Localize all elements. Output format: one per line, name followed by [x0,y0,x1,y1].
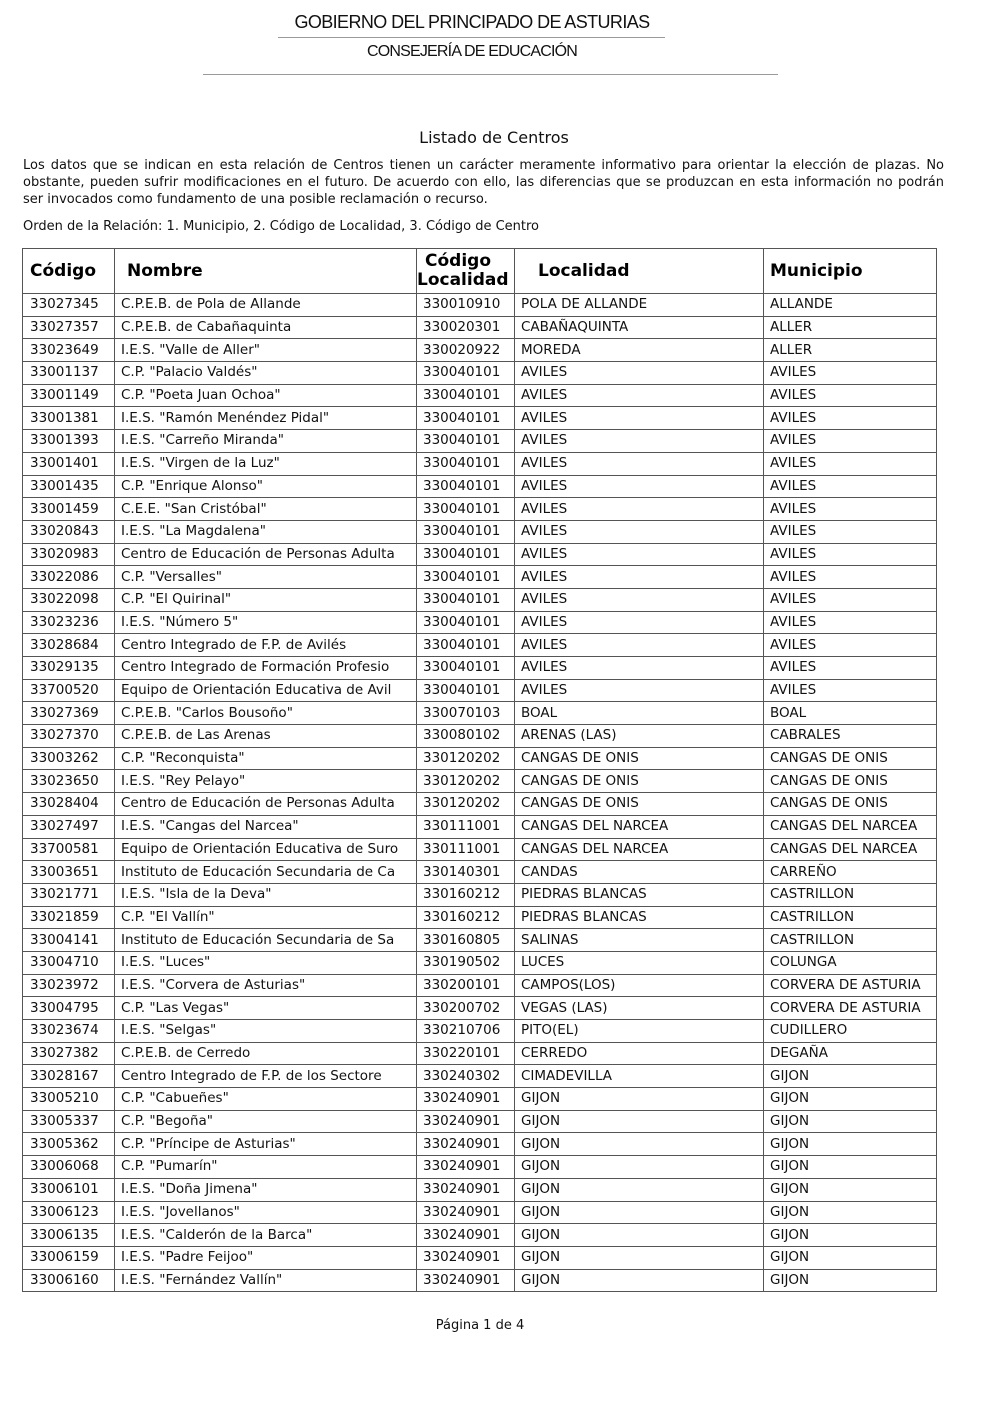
cell-nombre: C.P. "El Quirinal" [115,588,417,611]
cell-codigo-localidad: 330240901 [417,1201,515,1224]
cell-codigo: 33005210 [23,1088,115,1111]
cell-codigo: 33006123 [23,1201,115,1224]
table-row [23,475,937,498]
cell-localidad: CANGAS DE ONIS [515,793,764,816]
cell-codigo-localidad: 330010910 [417,294,515,317]
cell-codigo-localidad: 330040101 [417,543,515,566]
cell-localidad: CIMADEVILLA [515,1065,764,1088]
cell-localidad: AVILES [515,384,764,407]
cell-codigo-localidad: 330240302 [417,1065,515,1088]
cell-localidad: AVILES [515,475,764,498]
cell-municipio: AVILES [764,430,937,453]
cell-codigo-localidad: 330120202 [417,770,515,793]
cell-municipio: AVILES [764,679,937,702]
cell-localidad: CANDAS [515,861,764,884]
header-divider-top [278,37,665,38]
cell-localidad: AVILES [515,520,764,543]
table-row [23,1020,937,1043]
cell-nombre: I.E.S. "Rey Pelayo" [115,770,417,793]
cell-codigo: 33001137 [23,362,115,385]
cell-codigo-localidad: 330040101 [417,430,515,453]
table-row [23,974,937,997]
cell-municipio: GIJON [764,1156,937,1179]
cell-codigo: 33001393 [23,430,115,453]
table-row [23,702,937,725]
cell-codigo-localidad: 330111001 [417,815,515,838]
table-row [23,1088,937,1111]
cell-codigo: 33003262 [23,747,115,770]
table-row [23,520,937,543]
table-row [23,725,937,748]
column-header-localidad-label: Localidad [538,261,630,281]
cell-municipio: AVILES [764,611,937,634]
cell-localidad: AVILES [515,430,764,453]
cell-nombre: I.E.S. "Jovellanos" [115,1201,417,1224]
table-row [23,1065,937,1088]
cell-nombre: I.E.S. "Doña Jimena" [115,1178,417,1201]
cell-municipio: AVILES [764,588,937,611]
cell-codigo-localidad: 330040101 [417,498,515,521]
cell-nombre: I.E.S. "Fernández Vallín" [115,1269,417,1292]
cell-codigo-localidad: 330240901 [417,1133,515,1156]
cell-localidad: CANGAS DE ONIS [515,770,764,793]
cell-municipio: CASTRILLON [764,906,937,929]
cell-municipio: AVILES [764,566,937,589]
cell-localidad: BOAL [515,702,764,725]
cell-codigo: 33022098 [23,588,115,611]
cell-localidad: GIJON [515,1201,764,1224]
cell-nombre: Equipo de Orientación Educativa de Avil [115,679,417,702]
cell-nombre: I.E.S. "Valle de Aller" [115,339,417,362]
table-row [23,838,937,861]
cell-codigo-localidad: 330040101 [417,566,515,589]
cell-municipio: AVILES [764,362,937,385]
cell-codigo: 33027369 [23,702,115,725]
cell-nombre: C.P. "Enrique Alonso" [115,475,417,498]
cell-nombre: I.E.S. "Isla de la Deva" [115,883,417,906]
table-row [23,1224,937,1247]
cell-nombre: C.E.E. "San Cristóbal" [115,498,417,521]
cell-localidad: AVILES [515,452,764,475]
cell-codigo-localidad: 330020301 [417,316,515,339]
cell-municipio: GIJON [764,1088,937,1111]
page-number: Página 1 de 4 [435,1318,525,1333]
cell-nombre: I.E.S. "Corvera de Asturias" [115,974,417,997]
cell-municipio: GIJON [764,1178,937,1201]
cell-codigo: 33001435 [23,475,115,498]
table-row [23,1178,937,1201]
cell-localidad: AVILES [515,679,764,702]
cell-nombre: C.P. "Las Vegas" [115,997,417,1020]
cell-nombre: Centro de Educación de Personas Adulta [115,543,417,566]
cell-nombre: C.P.E.B. de Cabañaquinta [115,316,417,339]
cell-codigo-localidad: 330120202 [417,747,515,770]
centers-table [22,248,937,1292]
cell-municipio: AVILES [764,498,937,521]
cell-localidad: CERREDO [515,1042,764,1065]
cell-codigo: 33023972 [23,974,115,997]
cell-municipio: AVILES [764,407,937,430]
cell-nombre: C.P. "Palacio Valdés" [115,362,417,385]
cell-localidad: VEGAS (LAS) [515,997,764,1020]
column-header-codigo-localidad [417,249,515,294]
cell-nombre: I.E.S. "Cangas del Narcea" [115,815,417,838]
cell-codigo-localidad: 330160212 [417,883,515,906]
cell-municipio: AVILES [764,520,937,543]
cell-codigo: 33027382 [23,1042,115,1065]
cell-municipio: AVILES [764,475,937,498]
cell-municipio: AVILES [764,543,937,566]
cell-codigo: 33023650 [23,770,115,793]
cell-localidad: MOREDA [515,339,764,362]
cell-codigo: 33005362 [23,1133,115,1156]
cell-codigo-localidad: 330111001 [417,838,515,861]
cell-municipio: ALLANDE [764,294,937,317]
cell-localidad: LUCES [515,951,764,974]
cell-codigo-localidad: 330240901 [417,1088,515,1111]
cell-municipio: ALLER [764,316,937,339]
cell-codigo: 33028167 [23,1065,115,1088]
cell-municipio: CANGAS DE ONIS [764,770,937,793]
table-row [23,384,937,407]
cell-codigo: 33027370 [23,725,115,748]
header-divider-bottom [203,74,778,75]
cell-codigo-localidad: 330200702 [417,997,515,1020]
column-header-nombre [115,249,417,294]
cell-codigo: 33029135 [23,657,115,680]
cell-localidad: SALINAS [515,929,764,952]
cell-codigo-localidad: 330020922 [417,339,515,362]
cell-codigo: 33006068 [23,1156,115,1179]
cell-codigo-localidad: 330120202 [417,793,515,816]
cell-localidad: AVILES [515,362,764,385]
table-row [23,929,937,952]
cell-nombre: I.E.S. "Luces" [115,951,417,974]
cell-codigo-localidad: 330040101 [417,634,515,657]
cell-nombre: C.P. "El Vallín" [115,906,417,929]
cell-codigo: 33003651 [23,861,115,884]
cell-codigo: 33023649 [23,339,115,362]
cell-codigo: 33028684 [23,634,115,657]
intro-paragraph: Los datos que se indican en esta relación de Centros tienen un carácter meramente informativo para orientar la elección de plazas. No obstante, pueden sufrir modificaciones en el futuro. De acuerdo con ello, las diferencias que se produzcan en esta información no podrán ser invocados como fundamento de una posible reclamación o recurso. [23,158,944,207]
cell-municipio: GIJON [764,1201,937,1224]
cell-localidad: GIJON [515,1178,764,1201]
cell-codigo: 33004795 [23,997,115,1020]
column-header-codigo: Código [23,249,115,294]
cell-municipio: CASTRILLON [764,929,937,952]
cell-codigo-localidad: 330240901 [417,1269,515,1292]
cell-localidad: GIJON [515,1269,764,1292]
cell-municipio: CORVERA DE ASTURIA [764,974,937,997]
cell-codigo-localidad: 330240901 [417,1156,515,1179]
column-header-municipio: Municipio [764,249,937,294]
column-header-nombre-label: Nombre [127,261,203,281]
cell-codigo: 33022086 [23,566,115,589]
cell-codigo-localidad: 330240901 [417,1246,515,1269]
cell-codigo-localidad: 330210706 [417,1020,515,1043]
table-row [23,997,937,1020]
cell-nombre: I.E.S. "La Magdalena" [115,520,417,543]
cell-codigo: 33006135 [23,1224,115,1247]
cell-municipio: DEGAÑA [764,1042,937,1065]
cell-localidad: PITO(EL) [515,1020,764,1043]
cell-localidad: AVILES [515,588,764,611]
table-row [23,1246,937,1269]
cell-localidad: POLA DE ALLANDE [515,294,764,317]
cell-codigo: 33001149 [23,384,115,407]
cell-codigo: 33001381 [23,407,115,430]
table-row [23,634,937,657]
cell-localidad: PIEDRAS BLANCAS [515,883,764,906]
cell-municipio: CANGAS DE ONIS [764,793,937,816]
cell-municipio: GIJON [764,1269,937,1292]
cell-codigo-localidad: 330040101 [417,520,515,543]
table-row [23,1269,937,1292]
cell-codigo: 33001459 [23,498,115,521]
table-row [23,316,937,339]
table-row [23,657,937,680]
cell-nombre: C.P.E.B. de Pola de Allande [115,294,417,317]
table-row [23,906,937,929]
cell-nombre: Centro Integrado de Formación Profesio [115,657,417,680]
cell-municipio: BOAL [764,702,937,725]
cell-municipio: ALLER [764,339,937,362]
cell-localidad: CANGAS DEL NARCEA [515,815,764,838]
cell-localidad: AVILES [515,634,764,657]
cell-localidad: AVILES [515,498,764,521]
cell-nombre: I.E.S. "Padre Feijoo" [115,1246,417,1269]
cell-nombre: Centro de Educación de Personas Adulta [115,793,417,816]
cell-nombre: I.E.S. "Carreño Miranda" [115,430,417,453]
page-title: Listado de Centros [419,128,569,147]
table-row [23,362,937,385]
cell-codigo-localidad: 330040101 [417,588,515,611]
cell-nombre: C.P.E.B. de Cerredo [115,1042,417,1065]
cell-codigo: 33027357 [23,316,115,339]
cell-codigo-localidad: 330160212 [417,906,515,929]
table-row [23,815,937,838]
table-row [23,770,937,793]
table-row [23,793,937,816]
cell-nombre: Centro Integrado de F.P. de los Sectore [115,1065,417,1088]
table-row [23,498,937,521]
cell-nombre: I.E.S. "Virgen de la Luz" [115,452,417,475]
cell-municipio: CUDILLERO [764,1020,937,1043]
cell-localidad: GIJON [515,1110,764,1133]
cell-nombre: I.E.S. "Selgas" [115,1020,417,1043]
cell-localidad: PIEDRAS BLANCAS [515,906,764,929]
table-row [23,543,937,566]
cell-codigo: 33023236 [23,611,115,634]
cell-localidad: CANGAS DEL NARCEA [515,838,764,861]
cell-codigo-localidad: 330040101 [417,407,515,430]
cell-nombre: C.P. "Pumarín" [115,1156,417,1179]
table-row [23,294,937,317]
cell-codigo-localidad: 330040101 [417,475,515,498]
cell-municipio: CABRALES [764,725,937,748]
cell-codigo: 33021859 [23,906,115,929]
cell-nombre: I.E.S. "Calderón de la Barca" [115,1224,417,1247]
column-header-localidad [515,249,764,294]
cell-nombre: Equipo de Orientación Educativa de Suro [115,838,417,861]
cell-localidad: GIJON [515,1246,764,1269]
cell-codigo: 33020983 [23,543,115,566]
cell-municipio: AVILES [764,657,937,680]
cell-codigo-localidad: 330240901 [417,1110,515,1133]
cell-nombre: Centro Integrado de F.P. de Avilés [115,634,417,657]
table-row [23,1110,937,1133]
government-header: GOBIERNO DEL PRINCIPADO DE ASTURIAS [294,12,650,32]
cell-codigo: 33027345 [23,294,115,317]
cell-nombre: C.P.E.B. de Las Arenas [115,725,417,748]
cell-codigo: 33700581 [23,838,115,861]
table-row [23,951,937,974]
table-header-row [23,249,937,294]
table-row [23,566,937,589]
table-row [23,611,937,634]
table-row [23,407,937,430]
cell-municipio: GIJON [764,1224,937,1247]
table-row [23,747,937,770]
cell-codigo: 33006160 [23,1269,115,1292]
cell-localidad: GIJON [515,1088,764,1111]
cell-codigo-localidad: 330080102 [417,725,515,748]
table-row [23,1156,937,1179]
cell-codigo: 33006159 [23,1246,115,1269]
department-header: CONSEJERÍA DE EDUCACIÓN [366,43,578,60]
cell-nombre: I.E.S. "Número 5" [115,611,417,634]
cell-nombre: C.P.E.B. "Carlos Bousoño" [115,702,417,725]
cell-codigo: 33700520 [23,679,115,702]
table-row [23,452,937,475]
cell-codigo: 33028404 [23,793,115,816]
cell-localidad: ARENAS (LAS) [515,725,764,748]
cell-codigo: 33006101 [23,1178,115,1201]
cell-municipio: CARREÑO [764,861,937,884]
cell-codigo: 33023674 [23,1020,115,1043]
cell-municipio: CASTRILLON [764,883,937,906]
cell-codigo-localidad: 330190502 [417,951,515,974]
cell-codigo-localidad: 330200101 [417,974,515,997]
cell-codigo: 33001401 [23,452,115,475]
cell-codigo-localidad: 330140301 [417,861,515,884]
sort-order-note: Orden de la Relación: 1. Municipio, 2. Código de Localidad, 3. Código de Centro [23,219,540,234]
cell-nombre: I.E.S. "Ramón Menéndez Pidal" [115,407,417,430]
cell-municipio: AVILES [764,634,937,657]
cell-municipio: CORVERA DE ASTURIA [764,997,937,1020]
cell-codigo-localidad: 330240901 [417,1224,515,1247]
cell-codigo: 33027497 [23,815,115,838]
cell-nombre: C.P. "Poeta Juan Ochoa" [115,384,417,407]
table-row [23,339,937,362]
cell-codigo: 33004141 [23,929,115,952]
table-row [23,1201,937,1224]
cell-localidad: GIJON [515,1156,764,1179]
cell-municipio: CANGAS DEL NARCEA [764,815,937,838]
cell-nombre: Instituto de Educación Secundaria de Sa [115,929,417,952]
table-row [23,1133,937,1156]
cell-localidad: CABAÑAQUINTA [515,316,764,339]
table-row [23,588,937,611]
cell-codigo-localidad: 330040101 [417,657,515,680]
cell-codigo-localidad: 330220101 [417,1042,515,1065]
cell-codigo: 33020843 [23,520,115,543]
cell-municipio: GIJON [764,1110,937,1133]
cell-localidad: AVILES [515,657,764,680]
cell-codigo-localidad: 330160805 [417,929,515,952]
cell-codigo-localidad: 330040101 [417,362,515,385]
table-body [23,294,937,1292]
cell-localidad: AVILES [515,543,764,566]
table-row [23,861,937,884]
cell-municipio: AVILES [764,452,937,475]
cell-codigo-localidad: 330040101 [417,384,515,407]
cell-municipio: GIJON [764,1133,937,1156]
cell-localidad: CANGAS DE ONIS [515,747,764,770]
cell-localidad: GIJON [515,1224,764,1247]
cell-nombre: C.P. "Versalles" [115,566,417,589]
cell-municipio: COLUNGA [764,951,937,974]
cell-codigo-localidad: 330040101 [417,679,515,702]
cell-municipio: GIJON [764,1065,937,1088]
cell-localidad: AVILES [515,611,764,634]
table-row [23,430,937,453]
cell-nombre: C.P. "Cabueñes" [115,1088,417,1111]
cell-nombre: Instituto de Educación Secundaria de Ca [115,861,417,884]
cell-codigo: 33005337 [23,1110,115,1133]
cell-nombre: C.P. "Príncipe de Asturias" [115,1133,417,1156]
table-row [23,1042,937,1065]
cell-localidad: CAMPOS(LOS) [515,974,764,997]
cell-localidad: AVILES [515,407,764,430]
cell-codigo-localidad: 330040101 [417,452,515,475]
cell-municipio: CANGAS DE ONIS [764,747,937,770]
cell-codigo-localidad: 330070103 [417,702,515,725]
cell-nombre: C.P. "Reconquista" [115,747,417,770]
cell-codigo-localidad: 330040101 [417,611,515,634]
cell-codigo: 33021771 [23,883,115,906]
cell-codigo: 33004710 [23,951,115,974]
table-row [23,883,937,906]
table-row [23,679,937,702]
cell-municipio: CANGAS DEL NARCEA [764,838,937,861]
cell-municipio: AVILES [764,384,937,407]
cell-municipio: GIJON [764,1246,937,1269]
cell-codigo-localidad: 330240901 [417,1178,515,1201]
cell-localidad: AVILES [515,566,764,589]
cell-localidad: GIJON [515,1133,764,1156]
column-header-codigo-localidad-line1: Código [425,251,491,271]
column-header-codigo-localidad-line2: Localidad [417,270,509,290]
cell-nombre: C.P. "Begoña" [115,1110,417,1133]
